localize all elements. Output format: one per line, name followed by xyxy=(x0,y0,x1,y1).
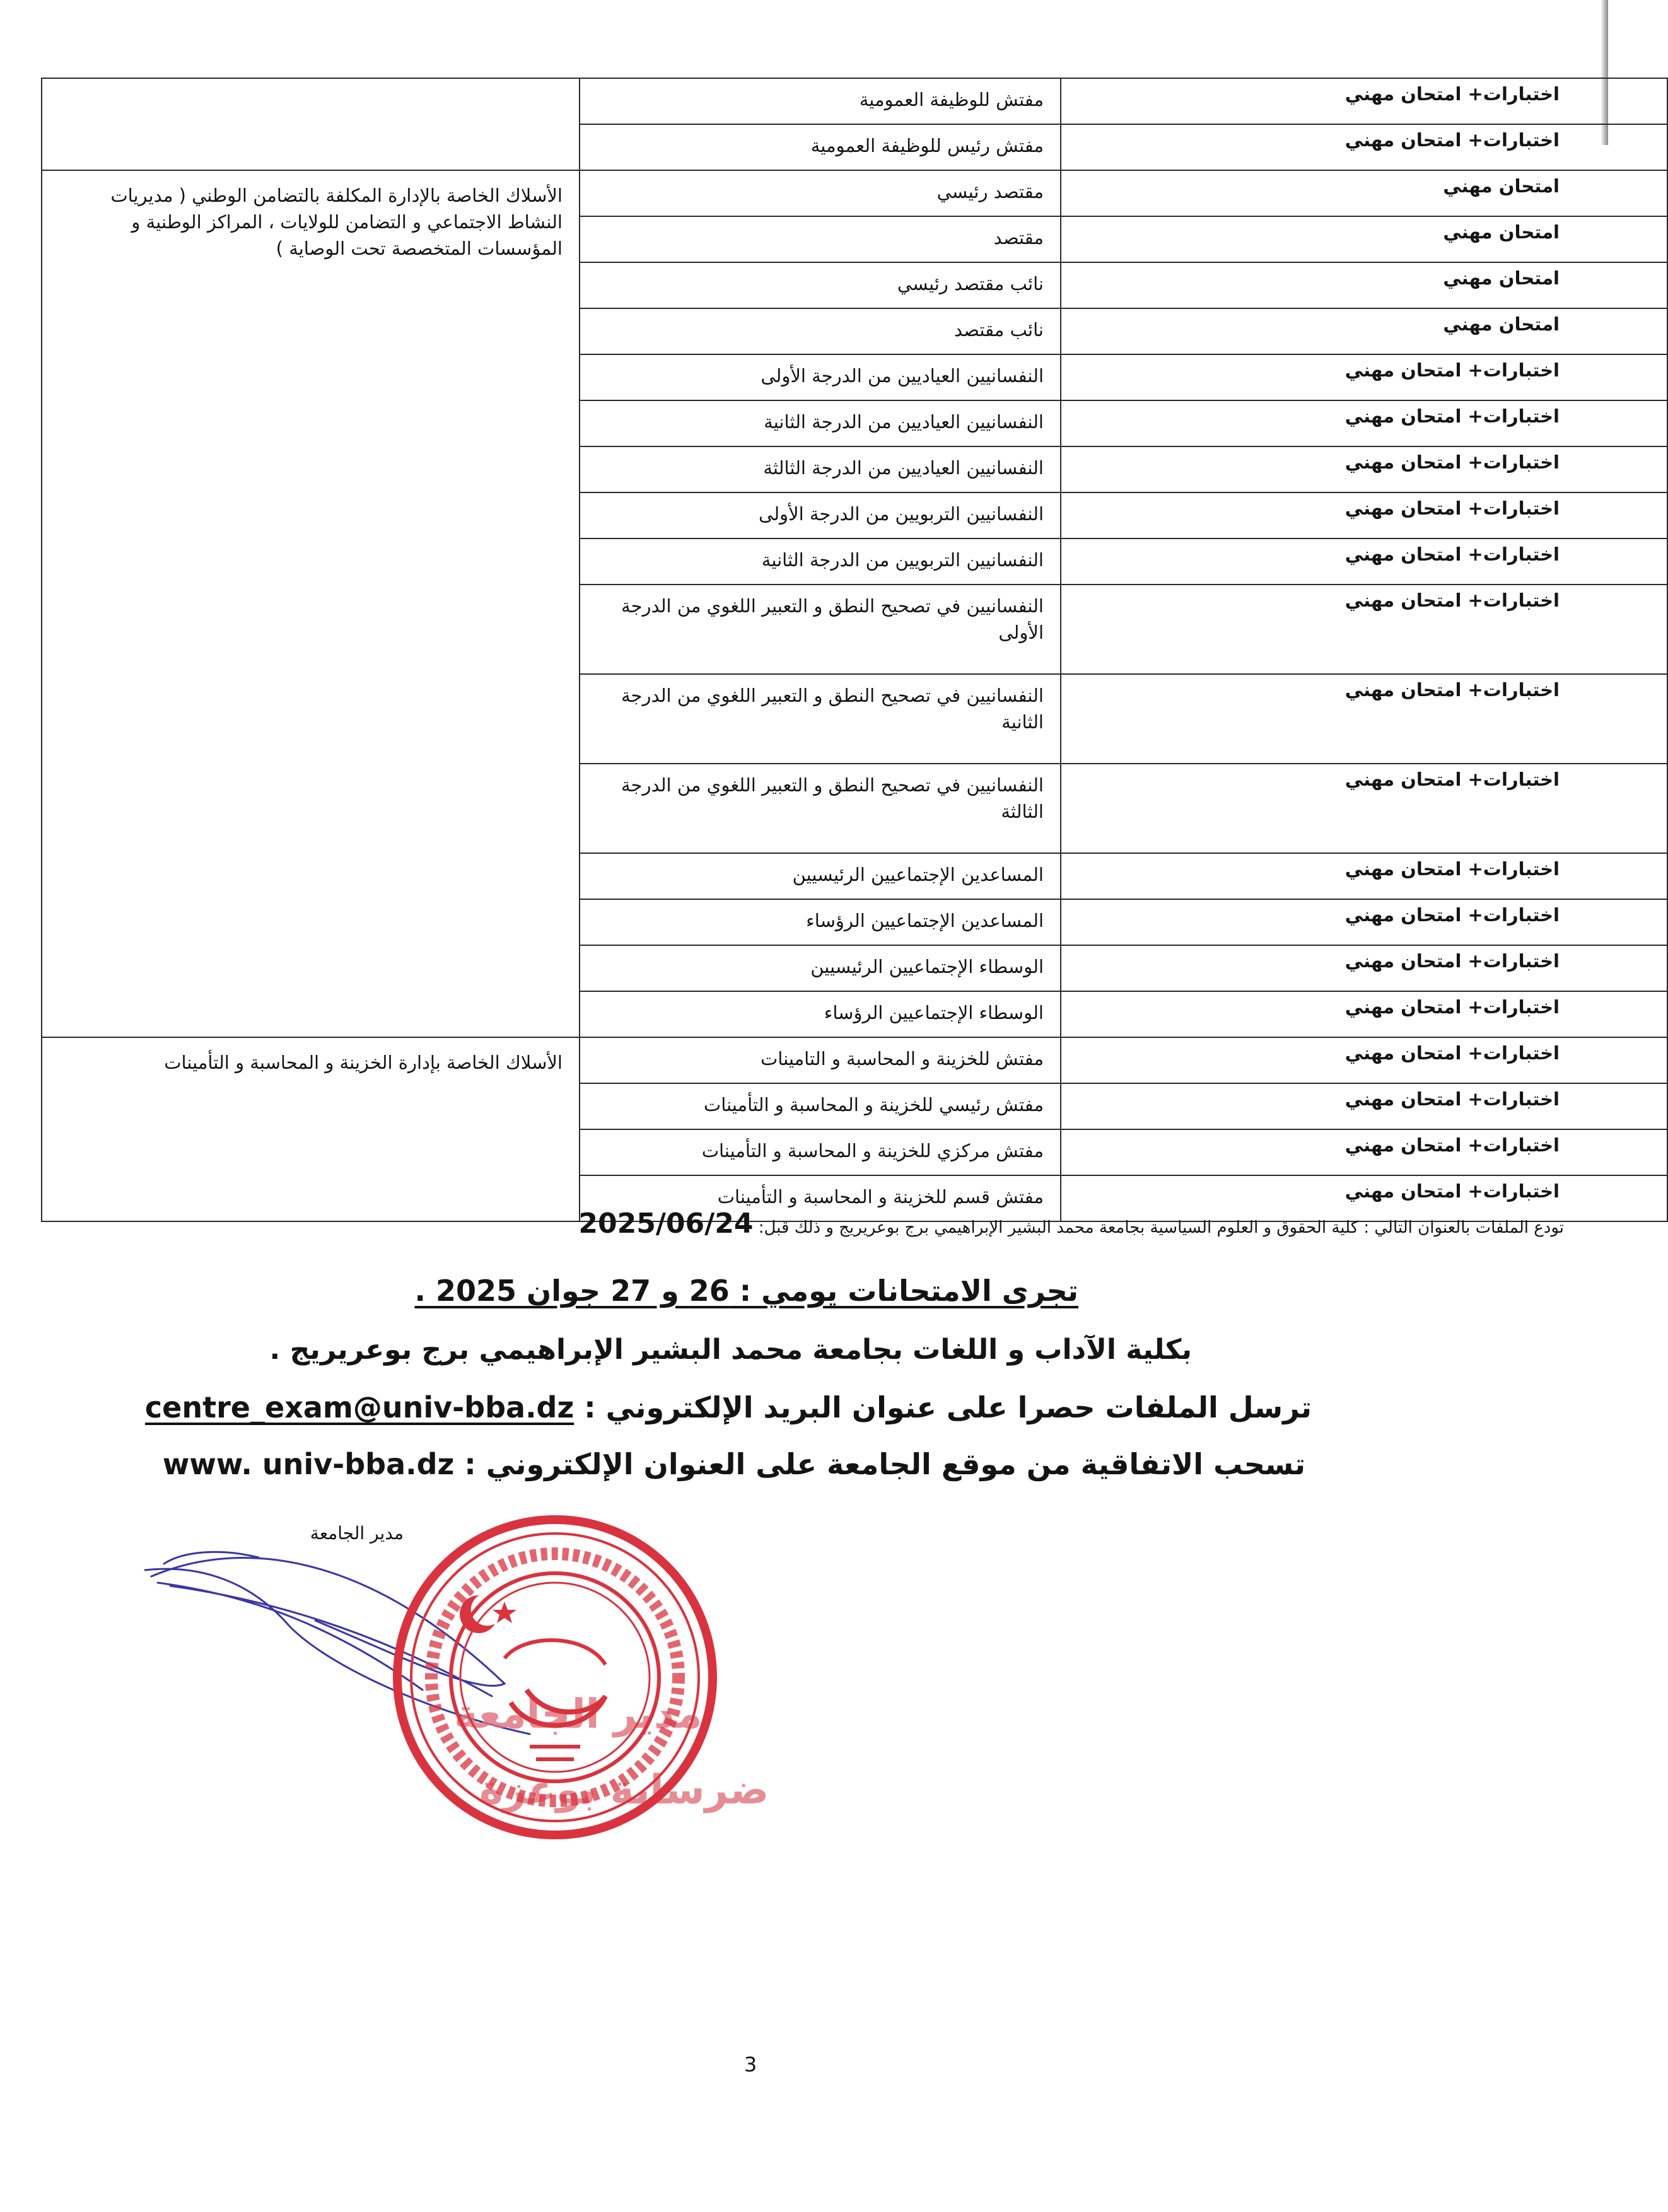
mode-cell: اختبارات+ امتحان مهني xyxy=(1061,899,1667,945)
post-cell: المساعدين الإجتماعيين الرؤساء xyxy=(580,899,1061,945)
post-cell: مفتش قسم للخزينة و المحاسبة و التأمينات xyxy=(580,1175,1061,1221)
post-cell: مفتش للخزينة و المحاسبة و التامينات xyxy=(580,1037,1061,1083)
mode-cell: اختبارات+ امتحان مهني xyxy=(1061,492,1667,538)
exam-venue: بكلية الآداب و اللغات بجامعة محمد البشير الإبراهيمي برج بوعريريج . xyxy=(269,1334,1192,1366)
mode-cell: اختبارات+ امتحان مهني xyxy=(1061,853,1667,899)
post-cell: الوسطاء الإجتماعيين الرئيسيين xyxy=(580,945,1061,991)
mode-cell: اختبارات+ امتحان مهني xyxy=(1061,1037,1667,1083)
post-cell: نائب مقتصد رئيسي xyxy=(580,262,1061,308)
svg-text:ضرساية بوعزة: ضرساية بوعزة xyxy=(479,1767,769,1813)
mode-cell: امتحان مهني xyxy=(1061,216,1667,262)
table-row xyxy=(42,78,1667,124)
mode-cell: اختبارات+ امتحان مهني xyxy=(1061,446,1667,492)
page-number: 3 xyxy=(744,2052,757,2076)
post-cell: مقتصد رئيسي xyxy=(580,170,1061,216)
official-stamp xyxy=(385,1507,725,1848)
mode-cell: امتحان مهني xyxy=(1061,308,1667,354)
mode-cell: اختبارات+ امتحان مهني xyxy=(1061,585,1667,674)
post-cell: النفسانيين في تصحيح النطق و التعبير اللغوي من الدرجة الثالثة xyxy=(580,764,1061,853)
post-cell: المساعدين الإجتماعيين الرئيسيين xyxy=(580,853,1061,899)
mode-cell: امتحان مهني xyxy=(1061,262,1667,308)
table-row xyxy=(42,170,1667,216)
post-cell: مفتش رئيس للوظيفة العمومية xyxy=(580,124,1061,170)
mode-cell: اختبارات+ امتحان مهني xyxy=(1061,764,1667,853)
group-cell-solidarity: الأسلاك الخاصة بالإدارة المكلفة بالتضامن الوطني ( مديريات النشاط الاجتماعي و التضامن للولايات ، المراكز الوطنية و المؤسسات المتخصصة تحت الوصاية ) xyxy=(42,170,580,1037)
post-cell: النفسانيين في تصحيح النطق و التعبير اللغوي من الدرجة الأولى xyxy=(580,585,1061,674)
deposit-date: 2025/06/24 xyxy=(578,1208,754,1240)
exam-days: تجرى الامتحانات يومي : 26 و 27 جوان 2025 . xyxy=(414,1274,1078,1308)
post-cell: النفسانيين في تصحيح النطق و التعبير اللغوي من الدرجة الثانية xyxy=(580,674,1061,764)
deposit-note xyxy=(578,1208,1564,1240)
post-cell: النفسانيين التربويين من الدرجة الثانية xyxy=(580,538,1061,585)
website-text: تسحب الاتفاقية من موقع الجامعة على العنوان الإلكتروني : xyxy=(464,1447,1305,1481)
post-cell: الوسطاء الإجتماعيين الرؤساء xyxy=(580,991,1061,1037)
deposit-text: تودع الملفات بالعنوان التالي : كلية الحقوق و العلوم السياسية بجامعة محمد البشير الإبراهيمي برج بوعريريج و ذلك قبل: xyxy=(758,1218,1564,1237)
mode-cell: اختبارات+ امتحان مهني xyxy=(1061,991,1667,1037)
mode-cell: اختبارات+ امتحان مهني xyxy=(1061,945,1667,991)
mode-cell: اختبارات+ امتحان مهني xyxy=(1061,78,1667,124)
email-text: ترسل الملفات حصرا على عنوان البريد الإلكتروني : xyxy=(584,1390,1312,1424)
email-link[interactable]: centre_exam@univ-bba.dz xyxy=(144,1390,574,1424)
mode-cell: اختبارات+ امتحان مهني xyxy=(1061,674,1667,764)
website-link[interactable]: www. univ-bba.dz xyxy=(162,1447,455,1481)
table-row xyxy=(42,1037,1667,1083)
post-cell: مفتش رئيسي للخزينة و المحاسبة و التأمينات xyxy=(580,1083,1061,1129)
post-cell: النفسانيين التربويين من الدرجة الأولى xyxy=(580,492,1061,538)
mode-cell: اختبارات+ امتحان مهني xyxy=(1061,1175,1667,1221)
post-cell: مفتش مركزي للخزينة و المحاسبة و التأمينات xyxy=(580,1129,1061,1175)
website-line xyxy=(163,1447,1305,1481)
mode-cell: اختبارات+ امتحان مهني xyxy=(1061,1129,1667,1175)
group-cell-treasury: الأسلاك الخاصة بإدارة الخزينة و المحاسبة و التأمينات xyxy=(42,1037,580,1221)
director-label: مدير الجامعة xyxy=(310,1523,404,1544)
mode-cell: اختبارات+ امتحان مهني xyxy=(1061,1083,1667,1129)
mode-cell: اختبارات+ امتحان مهني xyxy=(1061,124,1667,170)
mode-cell: اختبارات+ امتحان مهني xyxy=(1061,538,1667,585)
mode-cell: اختبارات+ امتحان مهني xyxy=(1061,354,1667,400)
post-cell: مقتصد xyxy=(580,216,1061,262)
post-cell: النفسانيين العياديين من الدرجة الثالثة xyxy=(580,446,1061,492)
svg-text:مدير الجامعة: مدير الجامعة xyxy=(454,1691,703,1738)
post-cell: النفسانيين العياديين من الدرجة الأولى xyxy=(580,354,1061,400)
post-cell: نائب مقتصد xyxy=(580,308,1061,354)
mode-cell: امتحان مهني xyxy=(1061,170,1667,216)
group-cell-empty xyxy=(42,78,580,170)
post-cell: مفتش للوظيفة العمومية xyxy=(580,78,1061,124)
email-line xyxy=(145,1390,1312,1424)
mode-cell: اختبارات+ امتحان مهني xyxy=(1061,400,1667,446)
positions-table xyxy=(41,78,1668,1222)
post-cell: النفسانيين العياديين من الدرجة الثانية xyxy=(580,400,1061,446)
